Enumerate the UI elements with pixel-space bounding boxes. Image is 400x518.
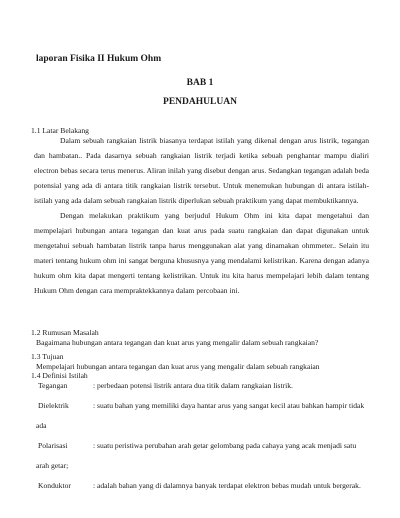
definition-item (36, 476, 366, 496)
definition-item (36, 376, 366, 396)
paragraph-latar-belakang-2 (34, 208, 369, 298)
section-heading-latar-belakang: 1.1 Latar Belakang (31, 126, 89, 135)
section-heading-definisi-istilah: 1.4 Definisi Istilah (31, 371, 88, 380)
definition-text: : suatu peristiwa perubahan arah getar gelombang pada cahaya yang acak menjadi satu arah getar; (36, 441, 357, 470)
definition-term: Konduktor (38, 481, 71, 490)
section-heading-tujuan: 1.3 Tujuan (31, 352, 64, 361)
definition-term: Polarisasi (38, 441, 68, 450)
chapter-number: BAB 1 (186, 78, 214, 88)
rumusan-masalah-text: Bagaimana hubungan antara tegangan dan kuat arus yang mengalir dalam sebuah rangkaian? (36, 338, 319, 347)
definition-text: : suatu bahan yang memiliki daya hantar arus yang sangat kecil atau bahkan hampir tidak ada (36, 401, 365, 430)
document-title: laporan Fisika II Hukum Ohm (36, 54, 162, 64)
paragraph-latar-belakang-1 (34, 133, 369, 208)
definition-text: : perbedaan potensi listrik antara dua titik dalam rangkaian listrik. (93, 381, 293, 390)
definition-term: Tegangan (38, 381, 68, 390)
definition-item (36, 436, 366, 476)
definition-text: : adalah bahan yang di dalamnya banyak terdapat elektron bebas mudah untuk bergerak. (93, 481, 361, 490)
chapter-title: PENDAHULUAN (163, 97, 237, 107)
section-heading-rumusan-masalah: 1.2 Rumusan Masalah (31, 328, 99, 337)
definition-item (36, 396, 366, 436)
paragraph-text: Dengan melakukan praktikum yang berjudul Hukum Ohm ini kita dapat mengetahui dan mempelajari hubungan antara tegangan dan kuat arus pada suatu rangkaian dan dapat digunakan untuk mengetahui sebuah hambatan listrik tanpa harus menggunakan alat yang dinamakan ohmmeter.. Selain itu materi tentang hukum ohm ini sangat berguna khususnya yang mendalami kelistrikan. Karena dengan adanya hukum ohm kita dapat mengerti tentang kelistrikan. Untuk itu kita harus mempelajari lebih dalam tentang Hukum Ohm dengan cara mempraktekkannya dalam percobaan ini. (34, 211, 369, 295)
definition-term: Dielektrik (38, 401, 69, 410)
tujuan-text: Mempelajari hubungan antara tegangan dan kuat arus yang mengalir dalam sebuah rangkaian (36, 362, 320, 371)
paragraph-text: Dalam sebuah rangkaian listrik biasanya terdapat istilah yang dikenal dengan arus listrik, tegangan dan hambatan.. Pada dasarnya sebuah rangkaian listrik terjadi ketika sebuah penghantar mampu dialiri electron bebas secara terus menerus. Aliran inilah yang disebut dengan arus. Sedangkan tegangan adalah beda potensial yang ada di antara titik rangkaian listrik tersebut. Untuk menemukan hubungan di antara istilah-istilah yang ada dalam sebuah rangkaian listrik diperlukan sebuah praktikum yang dapat membuktikannya. (34, 136, 369, 205)
